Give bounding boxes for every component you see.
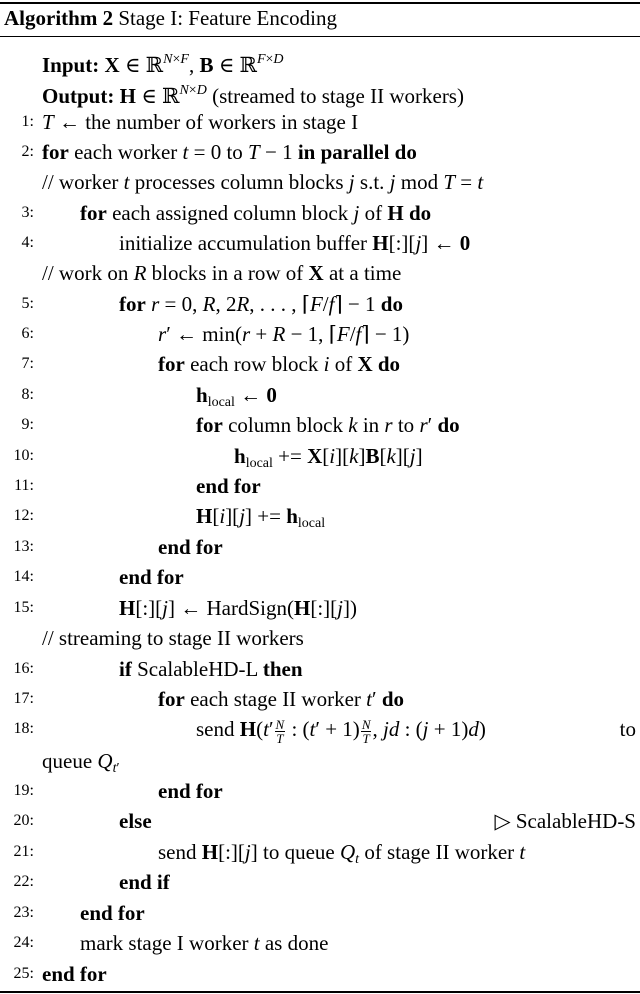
line-number: 12:	[13, 507, 34, 524]
bottom-rule	[0, 991, 640, 993]
input-spec: X ∈ ℝ$^{N\times F}$, B ∈ ℝ$^{F\times D}$	[104, 52, 284, 77]
line-number: 8:	[21, 386, 34, 403]
line-number: 10:	[13, 447, 34, 464]
line-number: 21:	[13, 843, 34, 860]
line-number: 2:	[21, 143, 34, 160]
line-number: 25:	[13, 965, 34, 982]
line-text: $H[i][j] += h_{local}$	[196, 504, 326, 531]
output-keyword: Output:	[42, 84, 115, 108]
line-number: 5:	[21, 295, 34, 312]
line-text: T ← the number of workers in stage I	[42, 110, 359, 134]
line-number: 23:	[13, 904, 34, 921]
line-text: initialize accumulation buffer H[:][j] ← 0	[119, 231, 471, 255]
line-number: 17:	[13, 690, 34, 707]
line-text: end for	[119, 565, 184, 589]
caption-rule	[0, 36, 640, 37]
top-rule	[0, 2, 640, 4]
line-text: send H[:][j] to queue $Q_t$ of stage II worker t	[158, 840, 526, 867]
line-text: H[:][j] ← HardSign(H[:][j])	[119, 596, 358, 620]
line-number: 6:	[21, 325, 34, 342]
comment-text: // streaming to stage II workers	[42, 626, 304, 650]
line-text: for r = 0, R, 2R, . . . , ⌈F/f⌉ − 1 do	[119, 292, 403, 316]
line-text: else	[119, 809, 152, 833]
line-number: 20:	[13, 812, 34, 829]
line-text: for column block k in r to r′ do	[196, 413, 460, 437]
algorithm-caption	[4, 6, 337, 31]
line-text: mark stage I worker t as done	[80, 931, 329, 955]
line-text: for each assigned column block j of H do	[80, 201, 432, 225]
line-text: end for	[42, 962, 107, 986]
line-number: 22:	[13, 873, 34, 890]
line-text: if ScalableHD-L then	[119, 657, 303, 681]
line-number: 1:	[21, 113, 34, 130]
input-keyword: Input:	[42, 53, 100, 77]
caption-label: Algorithm 2	[4, 6, 114, 30]
line-number: 15:	[13, 599, 34, 616]
line-number: 9:	[21, 416, 34, 433]
line-text: send H(t′ $\frac{N}{T}$ : (t′ + 1) $\frac{N}{T}$ , jd : (j + 1)d) to	[196, 716, 636, 746]
line-text: r′ ← min(r + R − 1, ⌈F/f⌉ − 1)	[158, 322, 410, 346]
line-text: for each worker t = 0 to T − 1 in parallel do	[42, 140, 417, 164]
line-text: end for	[196, 474, 261, 498]
line-text: end for	[80, 901, 145, 925]
line-text: for each stage II worker t′ do	[158, 687, 405, 711]
comment-text: // worker t processes column blocks j s.t. j mod T = t	[42, 170, 484, 194]
line-text: $h_{local}$ ← 0	[196, 383, 277, 410]
line-number: 18:	[13, 720, 34, 737]
caption-title: Stage I: Feature Encoding	[118, 6, 338, 30]
line-text: $h_{local} += X[i][k]B[k][j]$	[234, 444, 423, 471]
line-number: 4:	[21, 234, 34, 251]
line-number: 11:	[14, 477, 34, 494]
algo-line	[0, 806, 640, 836]
line-text: end for	[158, 535, 223, 559]
line-text: queue $Q_{t'}$	[42, 749, 120, 776]
line-text: for each row block i of X do	[158, 352, 401, 376]
line-comment: ▷ ScalableHD-S	[494, 809, 636, 833]
line-number: 24:	[13, 934, 34, 951]
line-number: 13:	[13, 538, 34, 555]
line-number: 19:	[13, 782, 34, 799]
line-number: 7:	[21, 355, 34, 372]
line-text: end for	[158, 779, 223, 803]
line-number: 3:	[21, 204, 34, 221]
comment-text: // work on R blocks in a row of X at a time	[42, 261, 402, 285]
line-number: 16:	[13, 660, 34, 677]
line-text: end if	[119, 870, 170, 894]
line-number: 14:	[13, 568, 34, 585]
output-spec: H ∈ ℝ$^{N\times D}$ (streamed to stage II workers)	[119, 83, 464, 108]
